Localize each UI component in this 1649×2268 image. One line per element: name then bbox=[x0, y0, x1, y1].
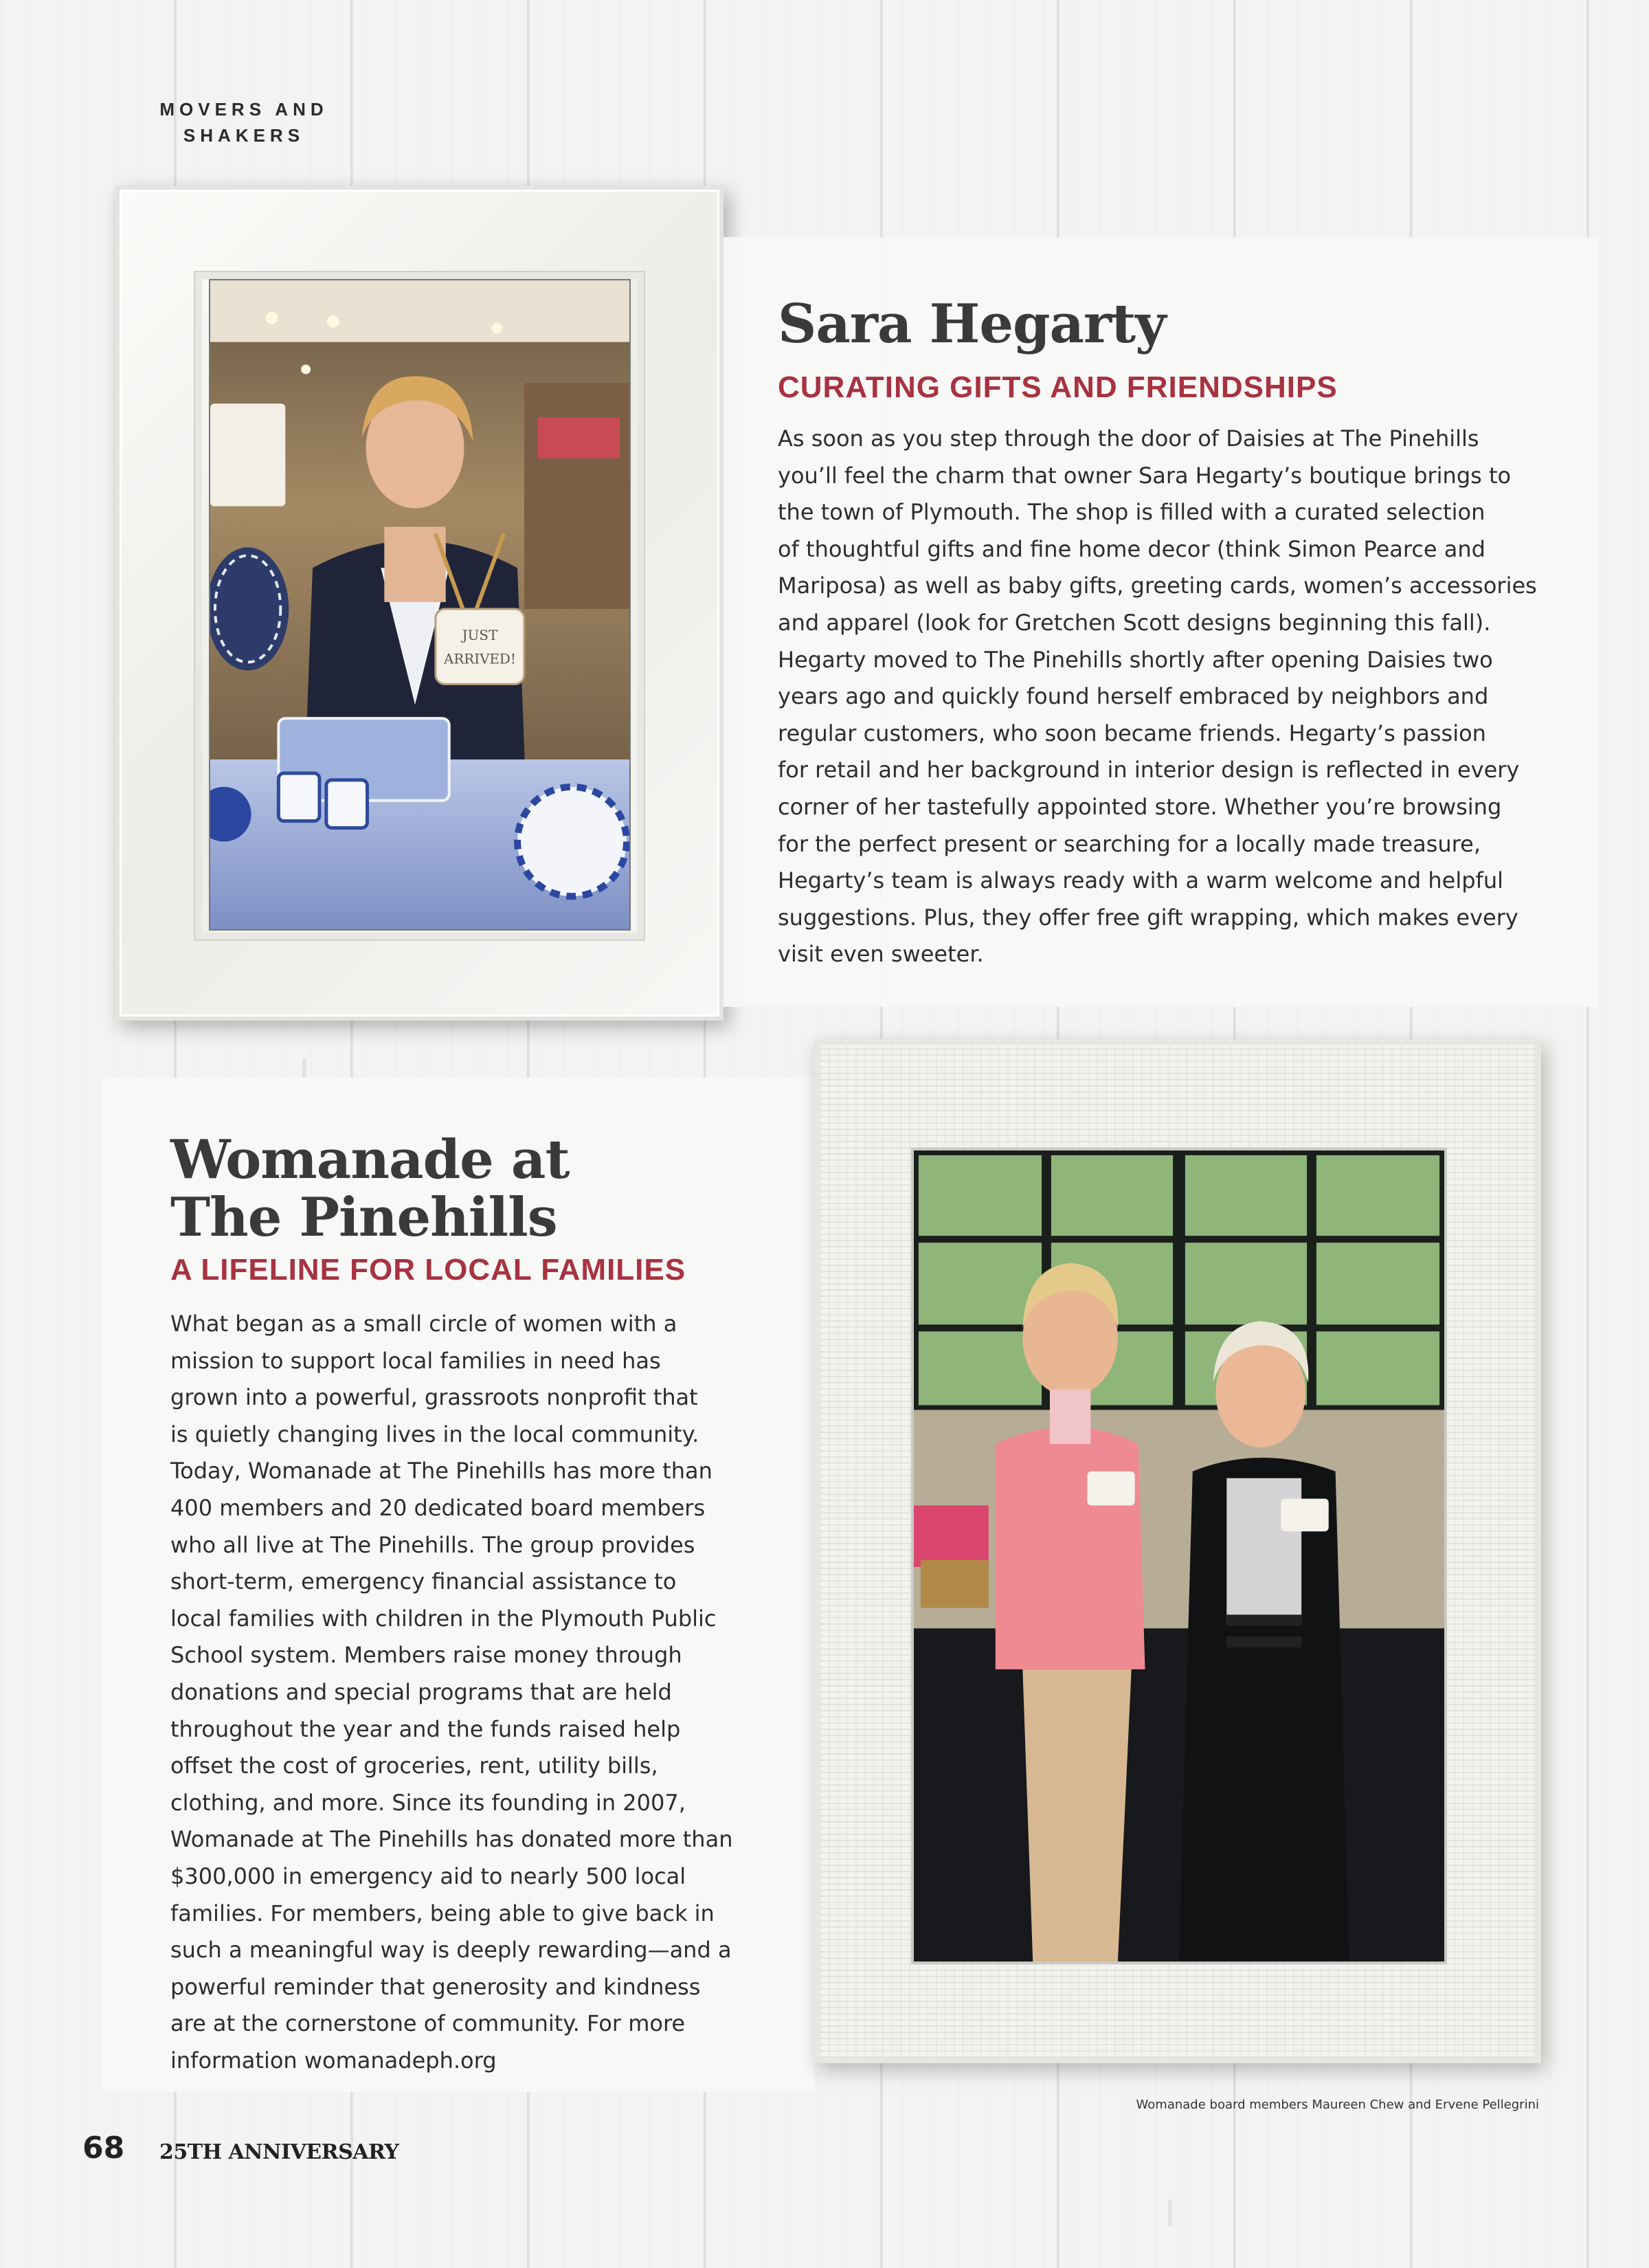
sign-line-2: ARRIVED! bbox=[444, 651, 516, 667]
wood-knot bbox=[1168, 2199, 1172, 2227]
wood-knot bbox=[302, 1058, 306, 1079]
article-subtitle-womanade: A LIFELINE FOR LOCAL FAMILIES bbox=[170, 1253, 686, 1287]
section-label: MOVERS AND SHAKERS bbox=[159, 99, 328, 146]
article-body-sara: As soon as you step through the door of Daisies at The Pinehills you’ll feel the charm that owner Sara Hegarty’s boutique brings to the town of Plymouth. The shop is filled with a curated selection of thoughtful gifts and fine home decor (think Simon Pearce and Mariposa) as well as baby gifts, greeting cards, women’s accessories and apparel (look for Gretchen Scott designs beginning this fall). Hegarty moved to The Pinehills shortly after opening Daisies two years ago and quickly found herself embraced by neighbors and regular customers, who soon became friends. Hegarty’s passion for retail and her background in interior design is reflected in every corner of her tastefully appointed store. Whether you’re browsing for the perfect present or searching for a locally made treasure, Hegarty’s team is always ready with a warm welcome and helpful suggestions. Plus, they offer free gift wrapping, which makes every visit even sweeter. bbox=[778, 425, 1537, 968]
issue-label: 25TH ANNIVERSARY bbox=[159, 2140, 399, 2164]
photo-sara-hegarty bbox=[209, 279, 631, 931]
photo-frame-sara bbox=[115, 186, 723, 1021]
photo-womanade-board-members bbox=[911, 1148, 1447, 1964]
article-subtitle-sara: CURATING GIFTS AND FRIENDSHIPS bbox=[778, 370, 1338, 404]
article-body-womanade: What began as a small circle of women with a mission to support local families in need has grown into a powerful, grassroots nonprofit that is quietly changing lives in the local community. Today, Womanade at The Pinehills has more than 400 members and 20 dedicated board members who all live at The Pinehills. The group provides short-term, emergency financial assistance to local families with children in the Plymouth Public School system. Members raise money through donations and special programs that are held throughout the year and the funds raised help offset the cost of groceries, rent, utility bills, clothing, and more. Since its founding in 2007, Womanade at The Pinehills has donated more than $300,000 in emergency aid to nearly 500 local families. For members, being able to give back in such a meaningful way is deeply rewarding—and a powerful reminder that generosity and kindness are at the cornerstone of community. For more information womanadeph.org bbox=[170, 1311, 733, 2074]
photo-caption: Womanade board members Maureen Chew and Ervene Pellegrini bbox=[1136, 2098, 1539, 2112]
photo-sara-hegarty-image bbox=[210, 280, 629, 929]
article-title-line-1: Womanade at bbox=[170, 1129, 570, 1191]
sign-line-1: JUST bbox=[462, 627, 498, 643]
article-title-sara-hegarty: Sara Hegarty bbox=[778, 293, 1166, 355]
article-title-line-2: The Pinehills bbox=[170, 1186, 557, 1249]
photo-womanade-image bbox=[914, 1150, 1444, 1961]
page-number: 68 bbox=[82, 2131, 125, 2166]
photo-frame-womanade bbox=[814, 1039, 1541, 2063]
article-title-womanade bbox=[170, 1131, 569, 1247]
